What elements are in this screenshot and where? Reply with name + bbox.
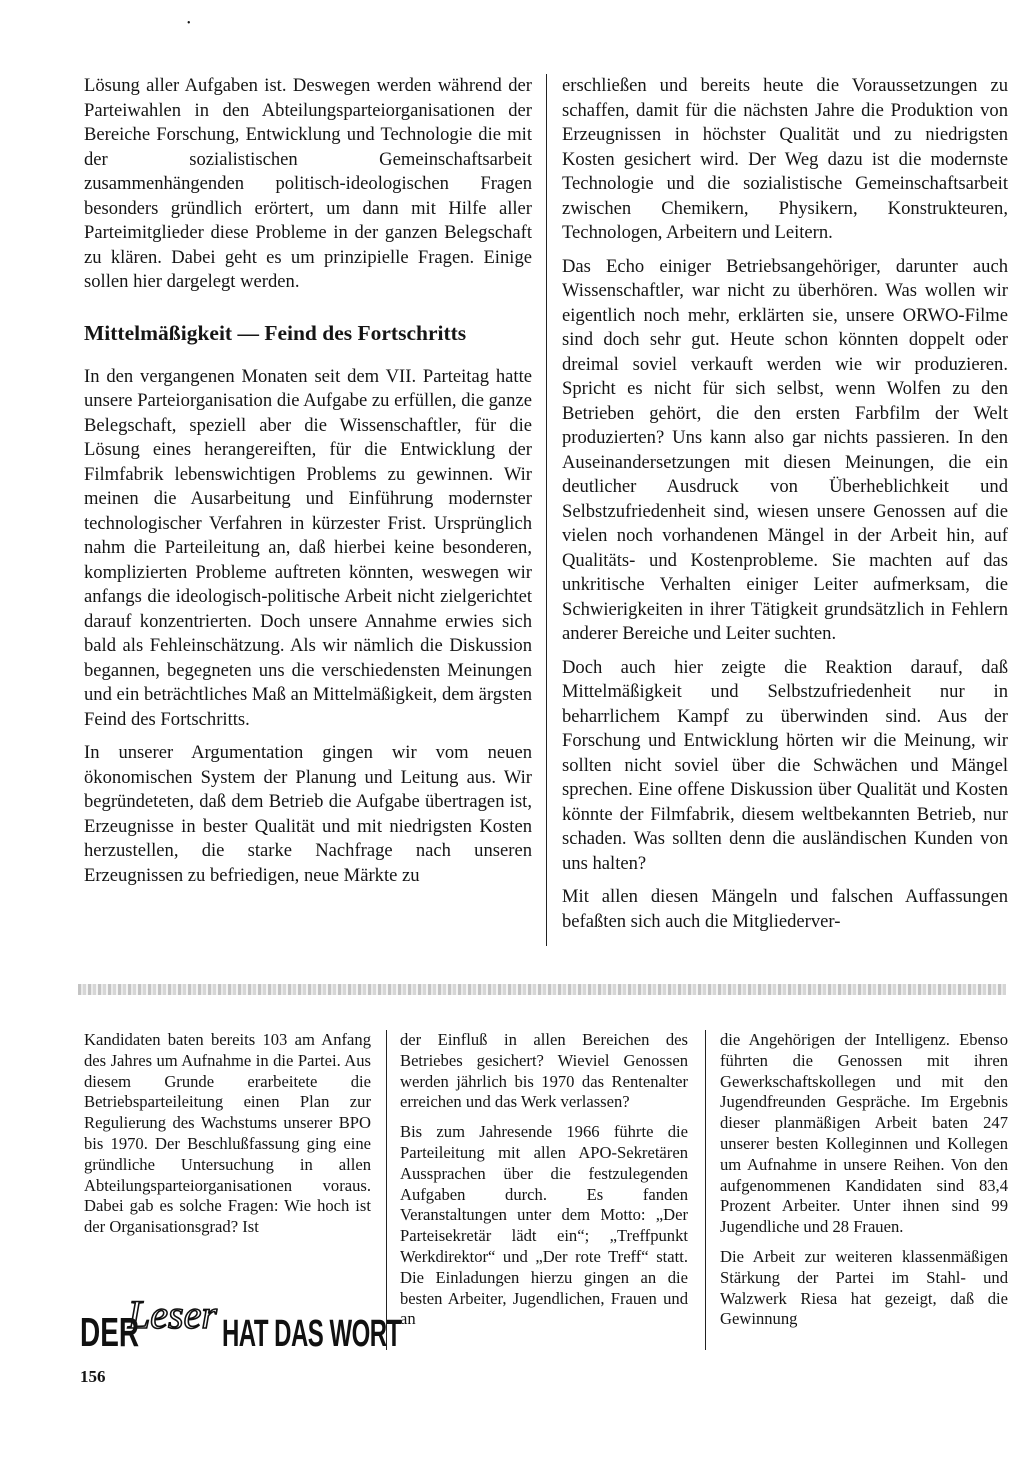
paragraph: Mit allen diesen Mängeln und falschen Auffassungen befaßten sich auch die Mitgliederver- [562, 886, 1008, 932]
paragraph: In unserer Argumentation gingen wir vom neuen ökonomischen System der Planung und Leitung aus. Wir begründeteten, daß dem Betrieb die Aufgabe übertragen ist, Erzeugnisse in bester Qualität und mit niedrigsten Kosten herzustellen, die starke Nachfrage nach unseren Erzeugnissen zu befriedigen, neue Märkte zu [84, 742, 532, 886]
paragraph: die Angehörigen der Intelligenz. Ebenso führten die Genossen mit ihren Gewerkschaftskollegen und mit den Jugendfreunden Gespräche. Im Ergebnis dieser planmäßigen Arbeit baten 247 unserer besten Kolleginnen und Kollegen um Aufnahme in unsere Reihen. Von den aufgenommenen Kandidaten sind 83,4 Prozent Arbeiter. Unter ihnen sind 99 Jugendliche und 28 Frauen. [720, 1030, 1008, 1237]
section-divider [78, 984, 1006, 995]
top-right-column [562, 74, 1008, 943]
bottom-column-1 [84, 1030, 371, 1247]
column-rule [386, 1030, 387, 1350]
der-leser-hat-das-wort-logo [80, 1292, 401, 1356]
bottom-column-2 [400, 1030, 688, 1339]
paragraph: Doch auch hier zeigte die Reaktion darauf, daß Mittelmäßigkeit und Selbstzufriedenheit nur in beharrlichem Kampf zu überwinden sind. Aus der Forschung und Entwicklung hörten wir die Meinung, wir sollten nicht soviel über die Schwächen und Mängel sprechen. Eine offene Diskussion über Qualität und Kosten könnte der Filmfabrik, diesem weltbekannten Betrieb, nur schaden. Was sollten denn die ausländischen Kunden von uns halten? [562, 656, 1008, 874]
logo-script-leser: Leser [128, 1292, 217, 1337]
logo-text-hat-das-wort: HAT DAS WORT [222, 1311, 401, 1355]
top-left-column [84, 74, 532, 897]
column-rule [705, 1030, 706, 1350]
column-rule [546, 74, 547, 946]
paragraph: Bis zum Jahresende 1966 führte die Parteileitung mit allen APO-Sekretären Aussprachen über die festzulegenden Aufgaben durch. Es fanden Veranstaltungen unter dem Motto: „Der Parteisekretär lädt ein“; „Treffpunkt Werkdirektor“ und „Der rote Treff“ statt. Die Einladungen hierzu gingen an die besten Arbeiter, Jugendlichen, Frauen und an [400, 1122, 688, 1329]
paragraph: Kandidaten baten bereits 103 am Anfang des Jahres um Aufnahme in die Partei. Aus diesem Grunde erarbeitete die Betriebsparteileitung einen Plan zur Regulierung des Wachstums unserer BPO bis 1970. Der Beschlußfassung ging eine gründliche Untersuchung in allen Abteilungsparteiorganisationen voraus. Dabei gab es solche Fragen: Wie hoch ist der Organisationsgrad? Ist [84, 1030, 371, 1237]
stray-mark: • [187, 18, 191, 29]
section-heading: Mittelmäßigkeit — Feind des Fortschritts [84, 320, 467, 345]
paragraph: erschließen und bereits heute die Voraussetzungen zu schaffen, damit für die nächsten Jahre die Produktion von Erzeugnissen in höchster Qualität und zu niedrigsten Kosten gesichert wird. Der Weg dazu ist die modernste Technologie und die sozialistische Gemeinschaftsarbeit zwischen Chemikern, Physikern, Konstrukteuren, Technologen, Arbeitern und Leitern. [562, 75, 1008, 243]
page-number: 156 [80, 1367, 106, 1386]
paragraph: Lösung aller Aufgaben ist. Deswegen werden während der Parteiwahlen in den Abteilungsparteiorganisationen der Bereiche Forschung, Entwicklung und Technologie die mit der sozialistischen Gemeinschaftsarbeit zusammenhängenden politisch-ideologischen Fragen besonders gründlich erörtert, um dann mit Hilfe aller Parteimitglieder diese Probleme in der ganzen Belegschaft zu klären. Dabei geht es um prinzipielle Fragen. Einige sollen hier dargelegt werden. [84, 75, 532, 292]
paragraph: Das Echo einiger Betriebsangehöriger, darunter auch Wissenschaftler, war nicht zu überhören. Was wollen wir eigentlich noch mehr, erklärten sie, unsere ORWO-Filme sind doch sehr gut. Heute schon könnten doppelt oder dreimal soviel verkauft werden wie wir produzieren. Spricht es nicht für sich selbst, wenn Wolfen zu den Betrieben gehört, die den ersten Farbfilm der Welt produzierten? Uns kann also gar nichts passieren. In den Auseinandersetzungen mit diesen Meinungen, die ein deutlicher Ausdruck von Überheblichkeit und Selbstzufriedenheit sind, wiesen unsere Genossen auf die vielen noch vorhandenen Mängel in der Arbeit hin, auf Qualitäts- und Kostenprobleme. Sie machten auf das unkritische Verhalten einiger Leiter aufmerksam, die Schwierigkeiten in ihrer Tätigkeit grundsätzlich in Fehlern anderer Bereiche und Leiter suchten. [562, 255, 1008, 644]
logo-text-der: DER [80, 1310, 140, 1356]
paragraph: der Einfluß in allen Bereichen des Betriebes gesichert? Wieviel Genossen werden jährlich bis 1970 das Rentenalter erreichen und das Werk verlassen? [400, 1030, 688, 1112]
bottom-column-3 [720, 1030, 1008, 1339]
paragraph: Die Arbeit zur weiteren klassenmäßigen Stärkung der Partei im Stahl- und Walzwerk Riesa hat gezeigt, daß die Gewinnung [720, 1246, 1008, 1329]
paragraph: In den vergangenen Monaten seit dem VII. Parteitag hatte unsere Parteiorganisation die Aufgabe zu erfüllen, die ganze Belegschaft, speziell aber die Wissenschaftler, für die Lösung eines herangereiften, für die Entwicklung der Filmfabrik lebenswichtigen Problems zu gewinnen. Wir meinen die Ausarbeitung und Einführung modernster technologischer Verfahren in kürzester Frist. Ursprünglich nahm die Parteileitung an, daß hierbei keine besonderen, komplizierten Probleme auftreten könnten, weswegen wir anfangs die ideologisch-politische Arbeit nicht zielgerichtet darauf konzentrierten. Doch unsere Annahme erwies sich bald als Fehleinschätzung. Als wir nämlich die Diskussion begannen, begegneten uns die verschiedensten Meinungen und ein beträchtliches Maß an Mittelmäßigkeit, dem ärgsten Feind des Fortschritts. [84, 365, 532, 730]
